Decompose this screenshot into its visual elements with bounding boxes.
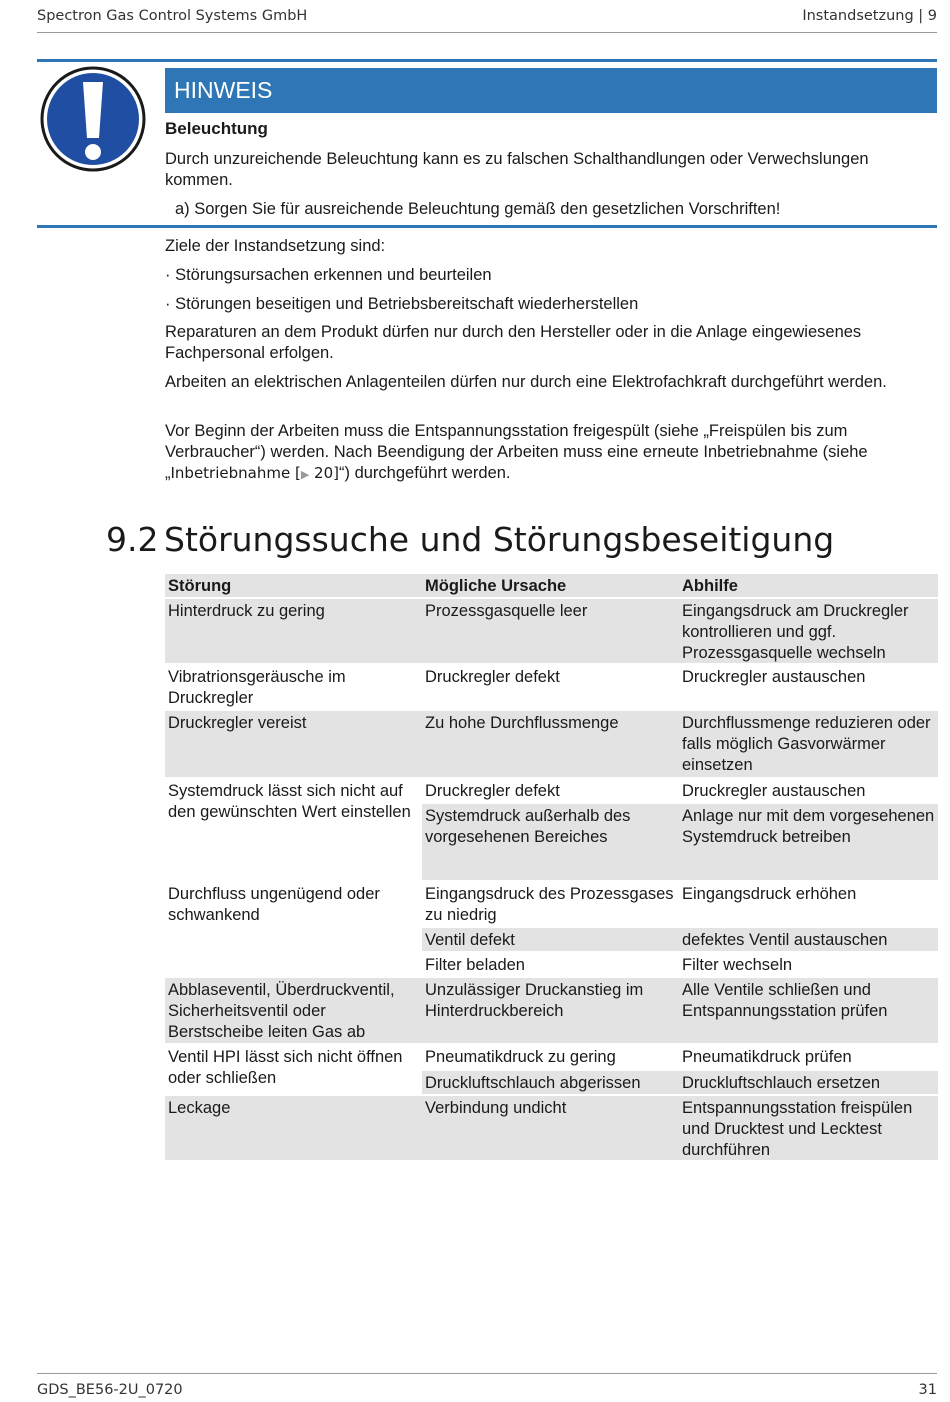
section-number: 9.2: [106, 520, 159, 559]
bullet-item: · Störungsursachen erkennen und beurteilen: [165, 266, 492, 284]
fault-cell: Durchfluss ungenügend oder schwankend: [165, 882, 422, 976]
notice-top-rule: [37, 59, 937, 62]
cause-cell: Ventil defekt: [422, 928, 679, 951]
exclamation-icon: [40, 66, 146, 172]
fix-cell: Druckluftschlauch ersetzen: [679, 1071, 938, 1094]
fault-cell: Systemdruck lässt sich nicht auf den gewünschten Wert einstellen: [165, 779, 422, 880]
notice-step: a) Sorgen Sie für ausreichende Beleuchtung gemäß den gesetzlichen Vorschriften!: [175, 200, 781, 218]
fault-cell: Hinterdruck zu gering: [165, 599, 422, 663]
document-id: GDS_BE56-2U_0720: [37, 1382, 183, 1398]
paragraph: [165, 421, 937, 485]
page-header: [37, 8, 937, 33]
table-row: [165, 779, 938, 882]
table-row: [165, 1096, 938, 1162]
fix-cell: Durchflussmenge reduzieren oder falls möglich Gasvorwärmer einsetzen: [679, 711, 938, 777]
cause-cell: Systemdruck außerhalb des vorgesehenen Bereiches: [422, 804, 679, 880]
notice-bottom-rule: [37, 225, 937, 228]
table-row: [165, 882, 938, 978]
fix-cell: Anlage nur mit dem vorgesehenen Systemdruck betreiben: [679, 804, 938, 880]
fix-cell: Pneumatikdruck prüfen: [682, 1048, 852, 1066]
paragraph-text: Vor Beginn der Arbeiten muss die Entspannungsstation freigespült (siehe „Freispülen bis zum Verbraucher“) werden. Nach Beendigung der Arbeiten muss eine erneute Inbetriebnahme (siehe „: [165, 422, 868, 482]
table-row: [165, 1045, 938, 1096]
chapter-label: Instandsetzung | 9: [802, 8, 937, 24]
fault-cell: Ventil HPI lässt sich nicht öffnen oder schließen: [165, 1045, 422, 1094]
cause-cell: Druckregler defekt: [425, 668, 560, 686]
table-row: [165, 599, 938, 665]
table-row: [165, 978, 938, 1045]
troubleshooting-table: [165, 574, 938, 1162]
notice-title: Beleuchtung: [165, 119, 268, 138]
column-header: Mögliche Ursache: [422, 574, 679, 597]
fix-cell: Entspannungsstation freispülen und Drucktest und Lecktest durchführen: [679, 1096, 938, 1160]
notice-label: HINWEIS: [165, 68, 937, 113]
column-header: Abhilfe: [679, 574, 938, 597]
fix-cell: Alle Ventile schließen und Entspannungsstation prüfen: [679, 978, 938, 1043]
table-header-row: [165, 574, 938, 599]
table-row: [165, 665, 938, 711]
notice-text: Durch unzureichende Beleuchtung kann es zu falschen Schalthandlungen oder Verwechslungen kommen.: [165, 150, 869, 189]
table-row: [165, 711, 938, 779]
cause-cell: Verbindung undicht: [422, 1096, 679, 1160]
paragraph: Arbeiten an elektrischen Anlagenteilen dürfen nur durch eine Elektrofachkraft durchgeführt werden.: [165, 373, 887, 391]
company-name: Spectron Gas Control Systems GmbH: [37, 8, 308, 24]
fix-cell: Eingangsdruck am Druckregler kontrollieren und ggf. Prozessgasquelle wechseln: [679, 599, 938, 663]
fault-cell: Leckage: [165, 1096, 422, 1160]
paragraph: Reparaturen an dem Produkt dürfen nur durch den Hersteller oder in die Anlage eingewiesenes Fachpersonal erfolgen.: [165, 323, 862, 362]
cause-cell: Eingangsdruck des Prozessgases zu niedrig: [425, 885, 674, 924]
intro-text: Ziele der Instandsetzung sind:: [165, 237, 386, 255]
page-number: 31: [918, 1382, 937, 1398]
bullet-item: · Störungen beseitigen und Betriebsbereitschaft wiederherstellen: [165, 295, 639, 313]
cause-cell: Prozessgasquelle leer: [422, 599, 679, 663]
section-heading: [106, 520, 834, 559]
cause-cell: Unzulässiger Druckanstieg im Hinterdruckbereich: [422, 978, 679, 1043]
fault-cell: Druckregler vereist: [165, 711, 422, 777]
fault-cell: Vibratrionsgeräusche im Druckregler: [165, 665, 422, 709]
fix-cell: Eingangsdruck erhöhen: [682, 885, 857, 903]
link-page: 20]: [309, 464, 339, 482]
fix-cell: Filter wechseln: [682, 956, 793, 974]
link-text: Inbetriebnahme [: [170, 464, 301, 482]
column-header: Störung: [165, 574, 422, 597]
page-footer: [37, 1373, 937, 1402]
paragraph-text: “) durchgeführt werden.: [339, 464, 511, 482]
cause-cell: Filter beladen: [425, 956, 525, 974]
section-title: Störungssuche und Störungsbeseitigung: [164, 520, 835, 559]
cause-cell: Pneumatikdruck zu gering: [425, 1048, 616, 1066]
cause-cell: Zu hohe Durchflussmenge: [422, 711, 679, 777]
cause-cell: Druckluftschlauch abgerissen: [422, 1071, 679, 1094]
fix-cell: Druckregler austauschen: [682, 668, 866, 686]
fault-cell: Abblaseventil, Überdruckventil, Sicherheitsventil oder Berstscheibe leiten Gas ab: [165, 978, 422, 1043]
fix-cell: Druckregler austauschen: [682, 782, 866, 800]
inbetriebnahme-link[interactable]: [171, 464, 340, 482]
fix-cell: defektes Ventil austauschen: [679, 928, 938, 951]
arrow-right-icon: ▶: [300, 468, 310, 481]
cause-cell: Druckregler defekt: [425, 782, 560, 800]
